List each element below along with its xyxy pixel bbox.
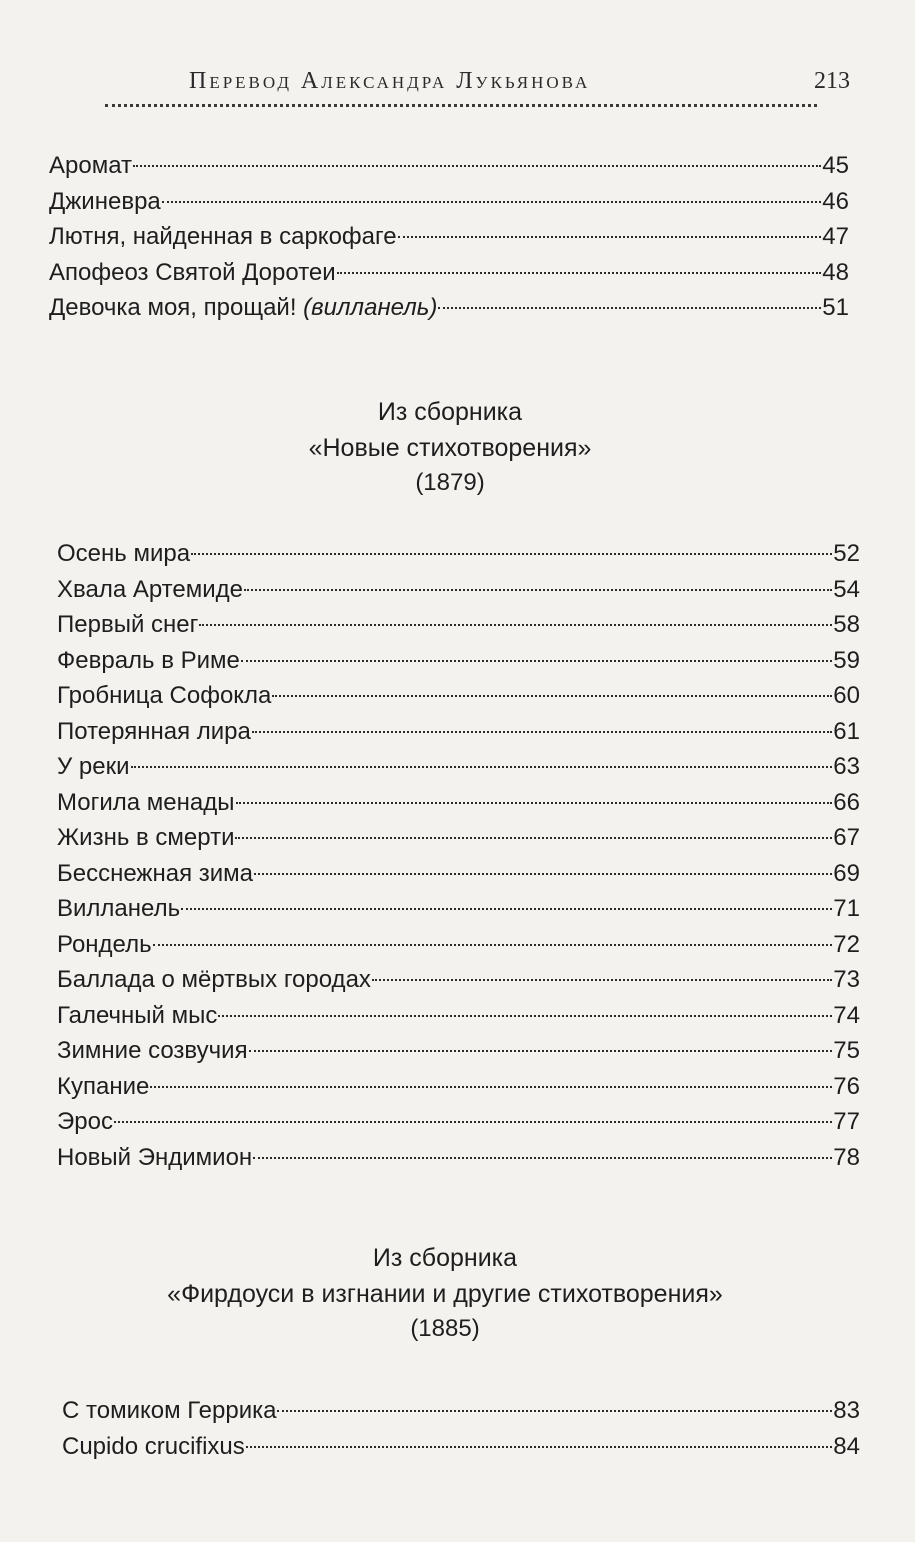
toc-entry-title-text: Купание [57,1072,150,1100]
toc-entry-page: 76 [833,1072,860,1100]
toc-entry-title [57,785,235,821]
toc-list-new-poems [57,536,860,1175]
toc-entry-title [57,572,243,608]
toc-entry-title-text: Апофеоз Святой Доротеи [49,258,336,286]
toc-entry [57,785,860,821]
toc-entry-page: 75 [833,1037,860,1064]
toc-entry [57,1140,860,1176]
toc-entry-title [49,184,161,220]
toc-entry-title [49,219,397,255]
toc-entry-title-text: Девочка моя, прощай! [49,294,304,321]
toc-entry-title [62,1429,245,1465]
toc-entry-page: 71 [833,895,860,922]
toc-entry-title-text: Эрос [57,1108,113,1135]
header-dotted-rule [105,104,817,107]
toc-dot-leader [398,236,822,238]
toc-entry-title-text: Гробница Софокла [57,682,272,709]
toc-dot-leader [249,1050,833,1052]
toc-entry-title [57,927,152,963]
toc-entry-title [57,1104,113,1140]
toc-entry-title [49,290,437,326]
toc-entry-title-text: Галечный мыс [57,1001,218,1029]
toc-dot-leader [153,944,833,946]
toc-entry-title-text: Бесснежная зима [57,859,254,887]
toc-entry-title-text: Зимние созвучия [57,1037,248,1064]
toc-dot-leader [181,908,832,910]
toc-entry [57,572,860,608]
toc-entry-page: 83 [833,1397,860,1424]
toc-entry-title-text: Рондель [57,930,152,958]
toc-entry-page: 61 [833,717,860,745]
toc-entry-title-text: Лютня, найденная в саркофаге [49,223,397,250]
toc-entry [62,1429,860,1465]
header-page-number: 213 [814,68,850,94]
toc-entry-title-text: Первый снег [57,611,199,638]
toc-dot-leader [438,307,821,309]
toc-dot-leader [244,589,832,591]
toc-entry-title [57,891,180,927]
toc-entry [57,749,860,785]
toc-entry [57,536,860,572]
toc-entry [49,219,849,255]
section-heading-year: (1879) [415,469,485,496]
toc-entry-title [57,678,271,714]
toc-dot-leader [218,1015,832,1017]
toc-entry-title [57,607,198,643]
toc-entry [57,927,860,963]
toc-entry-page: 78 [833,1143,860,1171]
toc-entry [57,678,860,714]
toc-entry [57,998,860,1034]
toc-entry-title-text: Баллада о мёртвых городах [57,966,371,993]
toc-entry-page: 77 [833,1108,860,1135]
toc-dot-leader [241,660,832,662]
section-heading-line1: Из сборника [377,398,523,426]
toc-entry [57,1069,860,1105]
toc-dot-leader [235,837,832,839]
toc-dot-leader [252,731,832,733]
toc-entry-title-text: С томиком Геррика [62,1397,277,1424]
toc-entry-title [57,820,234,856]
toc-entry-title-text: Могила менады [57,788,235,816]
toc-dot-leader [199,624,832,626]
toc-entry-title [57,1069,149,1105]
toc-entry-page: 74 [833,1001,860,1029]
toc-entry-title-note: (вилланель) [303,294,438,321]
toc-entry-title [57,714,251,750]
toc-entry-title [62,1393,276,1429]
toc-dot-leader [236,802,833,804]
toc-entry-title-text: Хвала Артемиде [57,575,244,603]
toc-entry-page: 45 [822,152,849,179]
toc-entry [57,714,860,750]
section-heading-year: (1885) [410,1315,480,1342]
toc-entry [57,891,860,927]
toc-entry-page: 59 [833,646,860,674]
toc-entry-page: 58 [833,611,860,638]
toc-dot-leader [272,695,832,697]
toc-entry [57,856,860,892]
toc-entry [57,607,860,643]
toc-dot-leader [277,1410,832,1412]
toc-entry-page: 51 [822,294,849,321]
toc-entry-title-text: У реки [57,753,130,780]
toc-entry-page: 47 [822,223,849,250]
toc-dot-leader [114,1121,832,1123]
section-heading-line2: «Новые стихотворения» [308,434,592,462]
toc-entry-title-text: Вилланель [57,895,181,922]
toc-entry-page: 52 [833,540,860,567]
toc-entry [49,148,849,184]
toc-entry-title [57,1033,248,1069]
section-heading-line2: «Фирдоуси в изгнании и другие стихотворения» [167,1280,723,1308]
header-title: Перевод Александра Лукьянова [189,68,591,94]
toc-dot-leader [131,766,833,768]
toc-entry-title [57,962,371,998]
toc-entry [57,643,860,679]
toc-entry-title-text: Cupido crucifixus [62,1432,245,1460]
toc-entry-page: 67 [833,824,860,851]
toc-entry [49,290,849,326]
toc-entry [57,820,860,856]
toc-entry-page: 46 [822,187,849,215]
toc-entry-title [57,749,130,785]
section-heading-line1: Из сборника [372,1244,518,1272]
toc-entry-title-text: Джиневра [49,187,161,215]
toc-entry-page: 73 [833,966,860,993]
toc-dot-leader [253,1157,832,1159]
toc-entry-page: 54 [833,575,860,603]
section-heading-new-poems [100,394,800,500]
toc-entry-title [57,643,240,679]
toc-entry-page: 63 [833,753,860,780]
toc-dot-leader [254,873,832,875]
toc-entry-page: 66 [833,788,860,816]
toc-dot-leader [246,1446,833,1448]
toc-entry-page: 72 [833,930,860,958]
toc-entry-title-text: Потерянная лира [57,717,251,745]
toc-dot-leader [162,201,822,203]
toc-dot-leader [191,553,832,555]
toc-entry-page: 69 [833,859,860,887]
toc-dot-leader [133,165,821,167]
toc-entry [57,1033,860,1069]
toc-list-firdousi [62,1393,860,1464]
section-heading-firdousi [30,1240,860,1346]
toc-entry-title-text: Новый Эндимион [57,1143,253,1171]
running-header [105,62,850,102]
toc-entry [49,184,849,220]
toc-entry-title [49,255,336,291]
toc-list-top [49,148,849,326]
toc-entry-title-text: Аромат [49,152,133,179]
toc-entry-title-text: Жизнь в смерти [57,824,235,851]
toc-entry-title-text: Осень мира [57,540,191,567]
toc-entry-title [49,148,132,184]
toc-dot-leader [337,272,822,274]
toc-entry [57,962,860,998]
toc-entry [57,1104,860,1140]
toc-entry-title [57,856,253,892]
toc-dot-leader [372,979,832,981]
toc-entry [49,255,849,291]
toc-entry [62,1393,860,1429]
toc-entry-title [57,998,217,1034]
toc-entry-title-text: Февраль в Риме [57,646,240,674]
toc-entry-page: 84 [833,1432,860,1460]
toc-entry-page: 60 [833,682,860,709]
toc-dot-leader [150,1086,832,1088]
toc-entry-title [57,536,190,572]
toc-entry-title [57,1140,252,1176]
toc-entry-page: 48 [822,258,849,286]
